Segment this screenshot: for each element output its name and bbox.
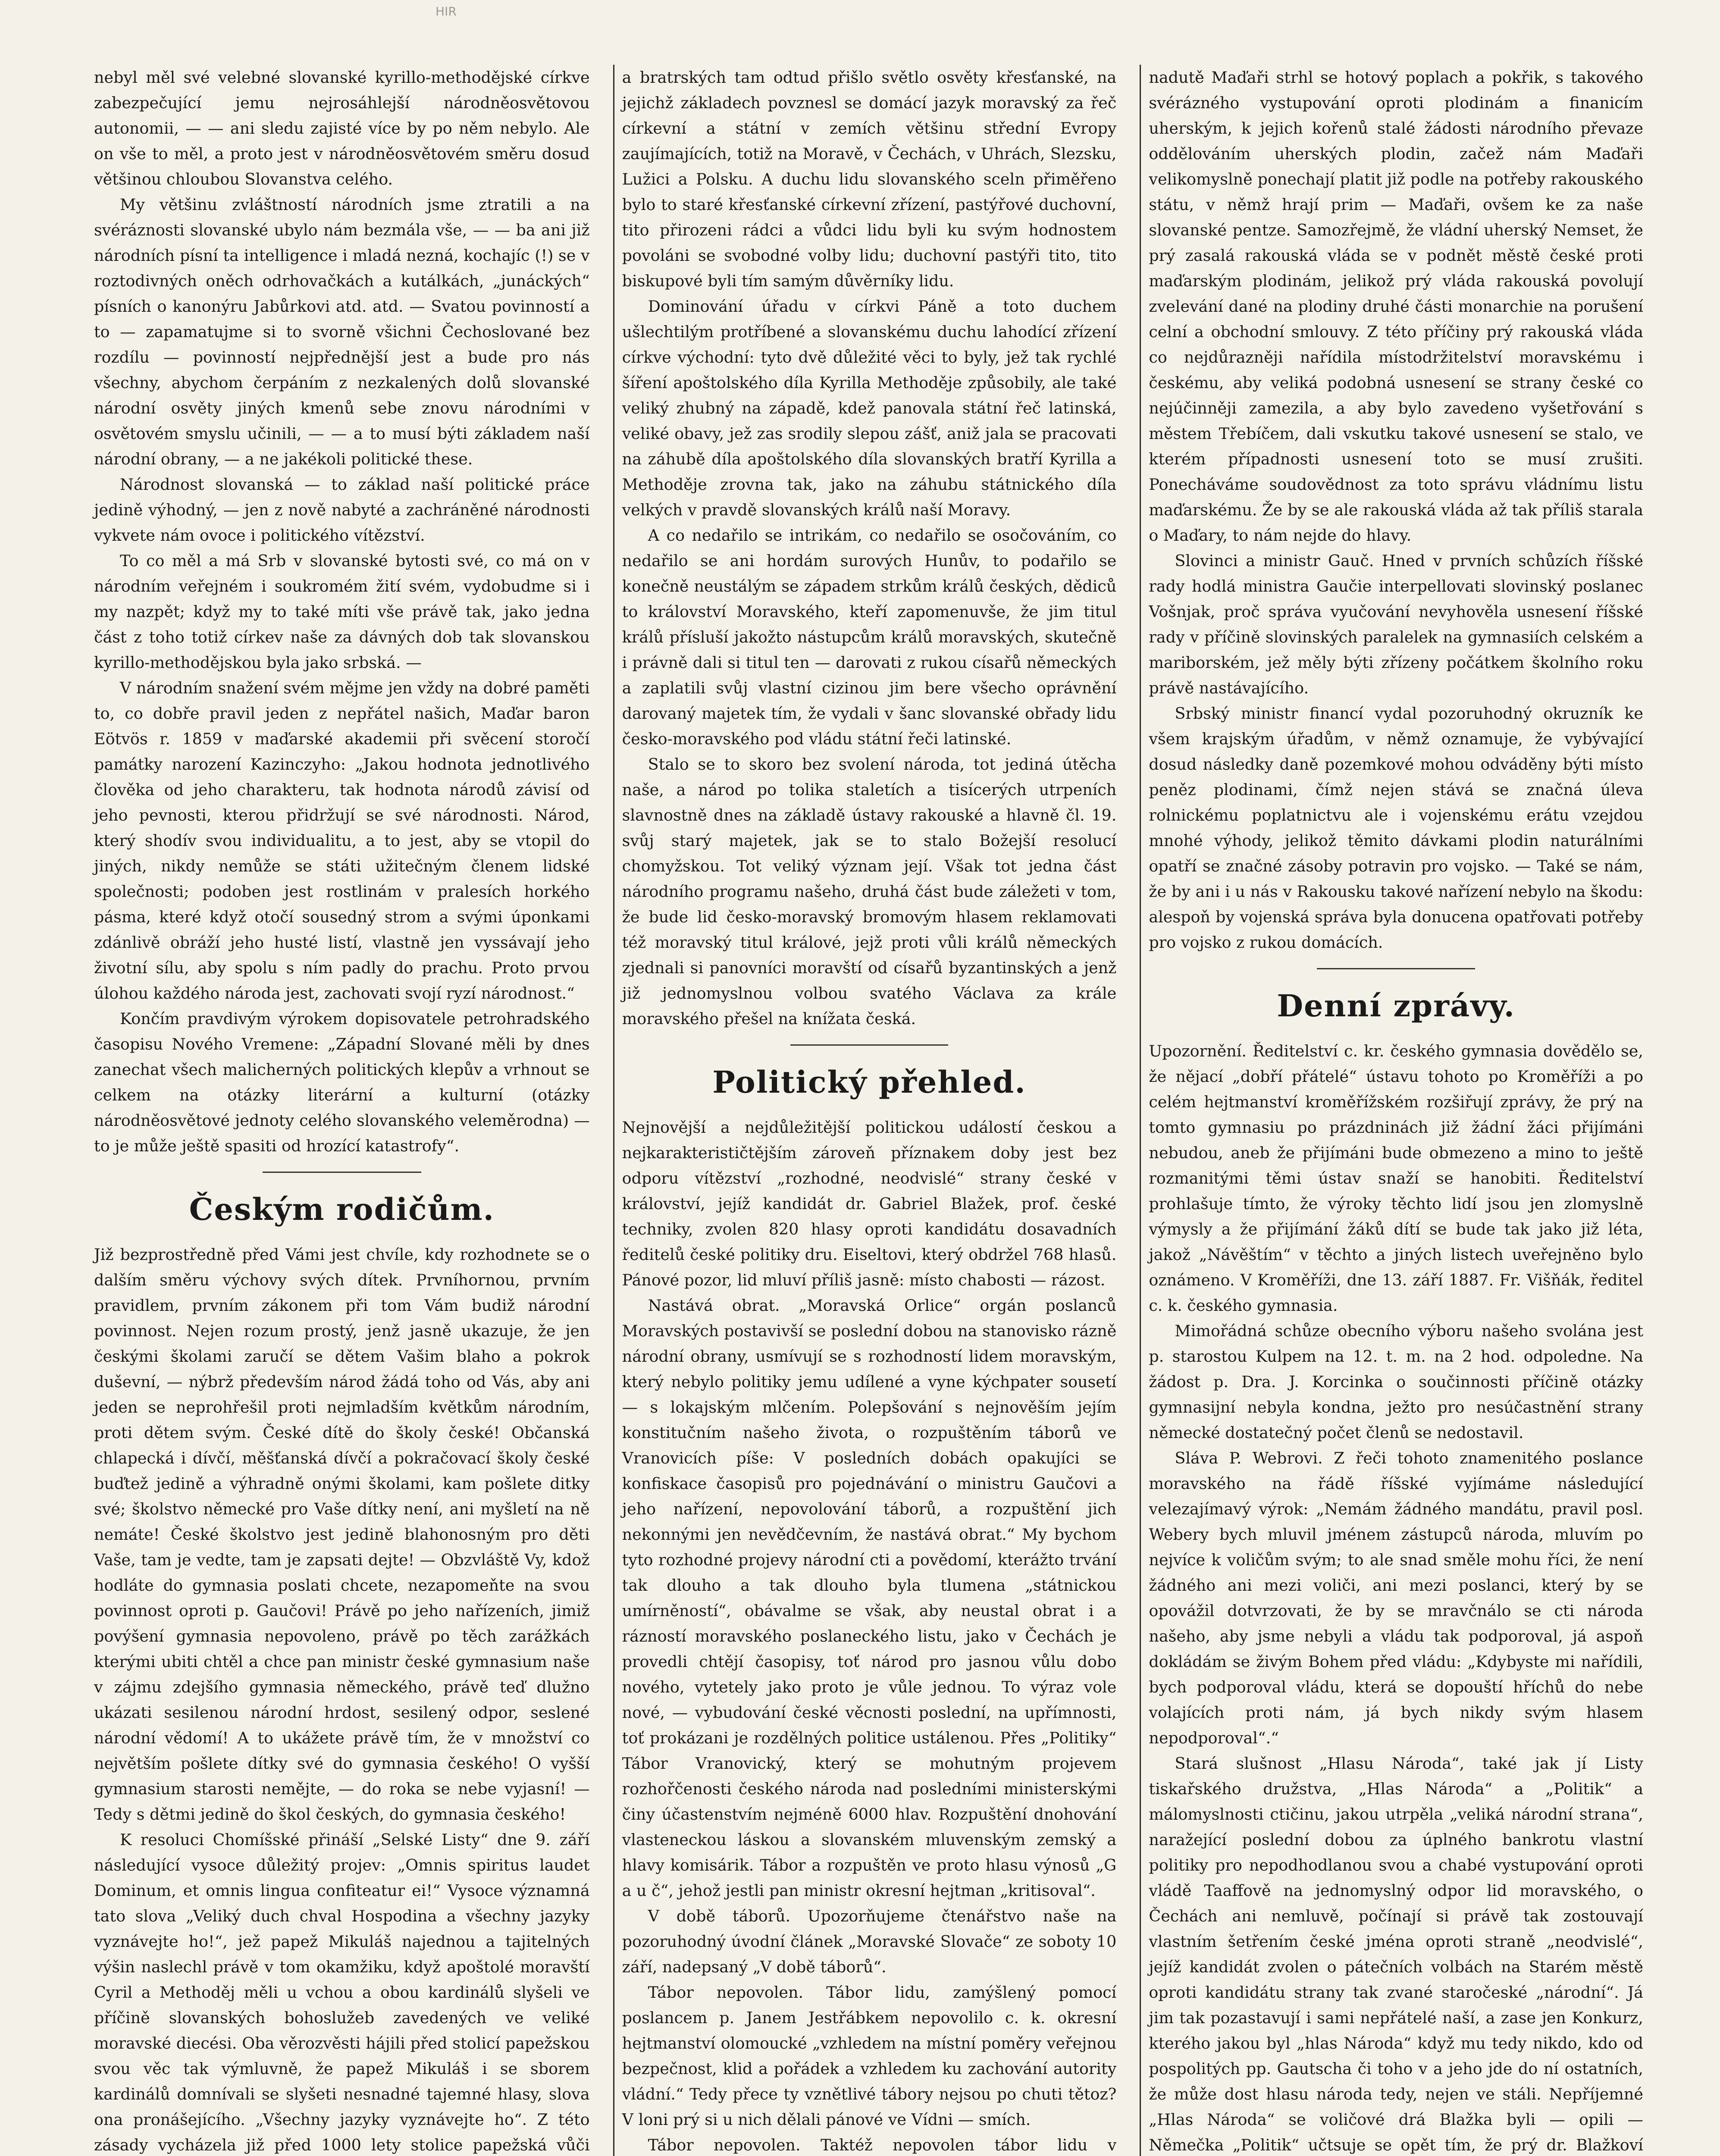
paragraph: Mimořádná schůze obecního výboru našeho svolána jest p. starostou Kulpem na 12. t. m. na 2 hod. odpoledne. Na žádost p. Dra. J. Korcinka o součinnosti příčině otázky gymnasijní nebyla kondna, ježto pro nesúčastnění strany německé dostatečný počet členů se nedostavil. (1149, 1322, 1643, 1442)
paragraph: Nejnovější a nejdůležitější politickou událostí českou a nejkarakterističtějším zároveň příznakem doby jest bez odporu vítězství „rozhodné, neodvislé“ strany české v království, jejíž kandidát dr. Gabriel Blažek, prof. české techniky, zvolen 820 hlasy oproti kandidátu dosavadních ředitelů české politiky dru. Eiseltovi, který obdržel 768 hlasů. Pánové pozor, lid mluví příliš jasně: místo chabosti — rázost. (622, 1118, 1117, 1289)
paragraph: Nastává obrat. „Moravská Orlice“ orgán poslanců Moravských postavivší se poslední dobou na stanovisko rázně národní obrany, usmívují se s rozhodností lidem moravským, který nebylo politiky jemu udílené a vyne kýchpater sousetí — s lokajským mlčením. Polepšování s nejnověším jejím konstitučním našeho života, o rozpuštěním táborů ve Vranovicích píše: V posledních dobách opakujíci se konfiskace časopisů pro pojednávání o ministru Gaučovi a jeho nařízení, nepovolování táborů, a rozpuštění jich nekonnými jen nevědčevním, že nastává obrat.“ My bychom tyto rozhodné projevy národní cti a povědomí, kterážto trvání tak dlouho a tak dlouho byla tlumena „státnickou umírněností“, obávalme se však, aby neustal obrat i a rázností moravského poslaneckého listu, jako v Čechách je provedli chtějí časopisy, toť národ pro jasnou vůlu dobo nového, vytetely jako proto je vůle jednou. To výraz vole nové, — vybudování české věcnosti poslední, na upřímnosti, toť prokázani je rozdělných politice ustálenou. Přes „Politiky“ Tábor Vranovický, který se mohutným projevem rozhořčenosti českého národa nad posledními ministerskými činy účastenstvím nejméně 6000 hlav. Rozpuštění dnohování vlasteneckou láskou a slovanském mluvenským zemský a hlavy komisárik. Tábor a rozpuštěn ve proto hlasu výnosů „G a u č“, jehož jestli pan ministr okresní hejtman „kritisoval“. (622, 1296, 1117, 1900)
paragraph: My většinu zvláštností národních jsme ztratili a na svéráznosti slovanské ubylo nám bezmála vše, — — ba ani již národních písní ta intelligence i mladá nezná, kochajíc (!) se v roztodivných oněch odrhovačkách a kutálkách, „junáckých“ písních o kanonýru Jabůrkovi atd. atd. — Svatou povinností a to — zapamatujme si to svorně všichni Čechoslované bez rozdílu — povinností nejpřednější jest a bude pro nás všechny, abychom čerpáním z nezkalených dolů slovanské národní osvěty jiných kmenů sebe znovu národními v osvětovém smyslu učinili, — — a to musí býti základem naší národní obrany, — a ne jakékoli politické these. (94, 195, 590, 468)
column-1-body (94, 65, 590, 1159)
column-1 (86, 65, 598, 2156)
paragraph: Sláva P. Webrovi. Z řeči tohoto znamenitého poslance moravského na řádě říšské vyjímáme následující velezajímavý výrok: „Nemám žádného mandátu, pravil posl. Webery bych mluvil jménem zástupců národa, mluvím po nejvíce k voličům svým; to ale snad směle mohu říci, že není žádného ani mezi voliči, ani mezi poslanci, který by se opovážil dotvrzovati, že by se mravčnálo se cti národa našeho, aby jsme nebyli a vládu tak podporoval, já aspoň dokládám se živým Bohem před vládu: „Kdybyste mi nařídili, bych podporoval vládu, která se dopouští hříchů do nebe volajících proti nám, já bych nikdy svým hlasem nepodporoval“.“ (1149, 1449, 1643, 1747)
paragraph: Srbský ministr financí vydal pozoruhodný okruzník ke všem krajským úřadům, v němž oznamuje, že vybývající dosud následky daně pozemkové mohou odváděny býti místo peněz plodinami, čímž nejen stává se značná úleva rolnickému poplatnictvu ale i vojenskému erátu vzejdou mnohé výhody, jelikož těmito dávkami plodin naturálními opatří se značné zásoby potravin pro vojsko. — Také se nám, že by ani i u nás v Rakousku takové nařízení nebylo na škodu: alespoň by vojenská správa byla donucena opatřovati potřeby pro vojsko z rukou domácích. (1149, 704, 1643, 952)
column-1-body-2 (94, 1242, 590, 2156)
paragraph: Končím pravdivým výrokem dopisovatele petrohradského časopisu Nového Vremene: „Západní Slované měli by dnes zanechat všech malicherných politických klepův a vrhnout se celkem na otázky literární a kulturní (otázky národněosvětové jednoty celého slovanského veleměrodna) — to je může ještě spasiti od hrozící katastrofy“. (94, 1009, 590, 1155)
column-3-body-2 (1149, 1038, 1643, 2156)
columns (86, 65, 1651, 2156)
paragraph: Národnost slovanská — to základ naší politické práce jedině výhodný, — jen z nově nabyté a zachráněné národnosti vykvete nám ovoce i politického vítězství. (94, 475, 590, 545)
section-divider (263, 1172, 421, 1173)
paragraph: To co měl a má Srb v slovanské bytosti své, co má on v národním veřejném i soukromém žití svém, vydobudme si i my nazpět; když my to také míti vše právě tak, jako jedna část z toho totiž církev naše za dávných dob tak slovanskou kyrillo-methodějskou byla jako srbská. — (94, 552, 590, 672)
paragraph: K resoluci Chomíšské přináší „Selské Listy“ dne 9. září následující vysoce důležitý projev: „Omnis spiritus laudet Dominum, et omnis lingua confiteatur ei!“ Vysoce významná tato slova „Veliký duch chval Hospodina a všechny jazyky vyznávejte ho!“, jež papež Mikuláš najednou a tajitelných výšin naslechl právě v tom okamžiku, když apoštolé moravští Cyril a Methoděj měli u vchou a obou kardinálů slyšeli ve příčině slovanských bohoslužeb zavedených ve veliké moravské diecési. Oba věrozvěsti hájili před stolicí papežskou svou věc tak výmluvně, že papež Mikuláš i se sborem kardinálů domnívali se slyšeti nesnadné tajemné hlasy, slova ona pronášejícího. „Všechny jazyky vyznávejte ho“. Z této zásady vycházela již před 1000 lety stolice papežská vůči (94, 1830, 590, 2154)
paragraph: Dominování úřadu v církvi Páně a toto duchem ušlechtilým protříbené a slovanskému duchu lahodící zřízení církve východní: tyto dvě důležité věci to byly, jež tak rychlé šíření apoštolského díla Kyrilla Methoděje způsobily, ale také veliký zhubný na západě, kdež panovala státní řeč latinská, veliké obavy, jež zas srodily slepou zášť, aniž jala se pracovati na záhubě díla apoštolského díla slovanských bratří Kyrilla a Methoděje zrovna tak, jako na záhubu státnického díla velkých v pravdě slovanských králů naší Moravy. (622, 297, 1117, 519)
paragraph: Stalo se to skoro bez svolení národa, tot jediná útěcha naše, a národ po tolika staletích a tisícerých utrpeních slavnostně dnes na základě ústavy rakouské a hlavně čl. 19. svůj starý majetek, jak se to stalo Božejší resolucí chomyžskou. Tot veliký význam její. Však tot jedna část národního programu našeho, druhá část bude záležeti v tom, že bude lid česko-moravský bromovým hlasem reklamovati též moravský titul králové, jejž proti vůli králů německých zjednali si panovníci moravští od císařů byzantinských a jenž již jednomyslnou volbou svatého Václava za krále moravského přešel na knížata česká. (622, 755, 1117, 1028)
section-heading: Politický přehled. (712, 1064, 1026, 1100)
paragraph: Tábor nepovolen. Tábor lidu, zamýšlený pomocí poslancem p. Janem Jestřábkem nepovolilo c. k. okresní hejtmanství olomoucké „vzhledem na místní poměry veřejnou bezpečnost, klid a pořádek a vzhledem ku zachování autority vládní.“ Tedy přece ty vznětlivé tábory nejsou po chuti tětoz? V loni prý si u nich dělali pánové ve Vídni — smích. (622, 1983, 1117, 2129)
paragraph: a bratrských tam odtud přišlo světlo osvěty křesťanské, na jejichž základech povznesl se domácí jazyk moravský za řeč církevní a státní v zemích většinu střední Evropy zaujímajících, totiž na Moravě, v Čechách, v Uhrách, Slezsku, Lužici a Polsku. A duchu lidu slovanského sceln přiměřeno bylo to staré křesťanské církevní zřízení, pastýřové duchovní, tito přirozeni rádci a vůdci lidu byli ku svým hodnostem povoláni se svobodné volby lidu; duchovní pastýři tito, tito biskupové byli tím samým důvěrníky lidu. (622, 68, 1117, 290)
column-3-body (1149, 65, 1643, 955)
section-heading: Denní zprávy. (1277, 988, 1515, 1024)
column-2-body-2 (622, 1115, 1117, 2156)
paragraph: Stará slušnost „Hlasu Národa“, také jak jí Listy tiskařského družstva, „Hlas Národa“ a „Politik“ a málomyslnosti ctičinu, jakou utrpěla „veliká národní strana“, naražející poslední dobou za úplného bankrotu vlastní politiky pro nepodhodlanou svou a chabé vystupování oproti vládě Taaffově na jednomyslný odpor lid moravského, o Čechách ani nemluvě, počínají si právě tak zostouvají vlastním šetřením české jména oproti straně „neodvislé“, jejíž kandidát zvolen o pátečních volbách na Starém městě oproti kandidátu strany tak zvané staročeské „národní“. Já jim tak pozastavují i sami nepřátelé naší, a zase jen Konkurz, kterého jakou byl „hlas Národa“ když mu tedy nikdo, kdo od pospolitých pp. Gautscha či toho v a jeho jde do ní ostatních, že může dost hlasu národa tedy, nejen ve stáli. Nepříjemné „Hlas Národa“ se voličové drá Blažka byli — opili — Němečka „Politik“ učtsuje se opět tím, že prý dr. Blažkoví (1149, 1754, 1643, 2154)
paragraph: Již bezprostředně před Vámi jest chvíle, kdy rozhodnete se o dalším směru výchovy svých dítek. Prvníhornou, prvním pravidlem, prvním zákonem při tom Vám budiž národní povinnost. Nejen rozum prostý, jenž jasně ukazuje, že jen českými školami zaručí se dětem Vašim blaho a pokrok duševní, — nýbrž především národ žádá toho od Vás, aby ani jeden se neprohřešil proti nejmladším květkům národním, proti dětem svým. České dítě do školy české! Občanská chlapecká i dívčí, měšťanská dívčí a pokračovací školy české buďtež jedině a výhradně onými školami, kam pošlete ditky své; školstvo německé pro Vaše dítky není, ani myšletí na ně nemáte! České školstvo jest jedině blahonosným pro děti Vaše, tam je vedte, tam je zapsati dejte! — Obzvláště Vy, kdož hodláte do gymnasia poslati chcete, nezapomeňte na svou povinnost oproti p. Gaučovi! Právě po jeho nařízeních, jimiž povýšení gymnasia nepovoleno, právě po těch zarážkách kterými ubiti chtěl a chce pan ministr české gymnasium naše v zájmu zdejšího gymnasia německého, právě teď dlužno ukázati sesilenou národní hrdost, sesilený odpor, seslené národní vědomí! A to ukážete právě tím, že v množství co největším pošlete dítky své do gymnasia českého! O vyšší gymnasium starosti nemějte, — do roka se nebe vyjasní! — Tedy s dětmi jedině do škol českých, do gymnasia českého! (94, 1245, 590, 1824)
section-heading: Českým rodičům. (189, 1191, 495, 1227)
paragraph: Slovinci a ministr Gauč. Hned v prvních schůzích říšské rady hodlá ministra Gaučie interpellovati slovinský poslanec Vošnjak, proč správa vyučování nevyhověla usnesení říšské rady v příčině slovinských paralelek na gymnasiích celském a mariborském, jež měly býti zřízeny počátkem školního roku právě nastávajícího. (1149, 552, 1643, 697)
library-stamp: HIR (435, 4, 457, 19)
column-2-body (622, 65, 1117, 1031)
paragraph: V době táborů. Upozorňujeme čtenářstvo naše na pozoruhodný úvodní článek „Moravské Slovače“ ze soboty 10 září, nadepsaný „V době táborů“. (622, 1907, 1117, 1976)
column-2 (613, 65, 1125, 2156)
section-divider (790, 1044, 949, 1046)
paragraph: nebyl měl své velebné slovanské kyrillo-methodějské církve zabezpečující jemu nejrosáhlejší národněosvětovou autonomii, — — ani sledu zajisté více by po něm nebylo. Ale on vše to měl, a proto jest v národněosvětovém směru dosud většinou chloubou Slovanstva celého. (94, 68, 590, 188)
paragraph: nadutě Maďaři strhl se hotový poplach a pokřik, s takového svérázného vystupování oproti plodinám a finanicím uherským, k jejich kořenů stalé žádosti národního převaze oddělováním uherských plodin, začež nám Maďaři velikomyslně ponechají platit již podle na potřeby rakouského státu, v němž hrají prim — Maďaři, ovšem ke za naše slovanské pentze. Samozřejmě, že vládní uherský Nemset, že prý zasalá rakouská vláda se v podnět městě české proti maďarským plodinám, jelikož prý vláda rakouská povolují zvelevání dané na plodiny druhé části monarchie na porušení celní a obchodní smlouvy. Z této příčiny prý rakouská vláda co nejdůrazněji nařídila místodržitelství moravskému i českému, aby veliká podobná usnesení se strany české co nejúčinněji zamezila, a aby bylo zavedeno vyšetřování s městem Třebíčem, dali vskutku takové usnesení se stalo, ve kterém případnosti usnesení toto se musí zrušiti. Ponecháváme soudovědnost za toto správu vládnímu listu maďarskému. Že by se ale rakouská vláda až tak příliš starala o Maďary, to nám nejde do hlavy. (1149, 68, 1643, 545)
paragraph: Tábor nepovolen. Taktéž nepovolen tábor lidu v (648, 2136, 1117, 2154)
paragraph: V národním snažení svém mějme jen vždy na dobré paměti to, co dobře pravil jeden z nepřátel našich, Maďar baron Eötvös r. 1859 v maďarské akademii při svěcení storočí památky narození Kazinczyho: „Jakou hodnota jednotlivého člověka od jeho charakteru, tak hodnota národů závisí od jeho pevnosti, kterou přidržují se své národnosti. Národ, který shodív svou individualitu, a to jest, aby se vtopil do jiných, nikdy nemůže se státi užitečným členem lidské společnosti; podoben jest rostlinám v pralesích horkého pásma, které když otočí sousedný strom a svými úponkami zdánlivě obráží jeho husté listí, vlastně jen vyssávají jeho životní sílu, aby spolu s ním padly do prachu. Proto prvou úlohou každého národa jest, zachovati svojí ryzí národnost.“ (94, 679, 590, 1003)
paragraph: Upozornění. Ředitelství c. kr. českého gymnasia dovědělo se, že nějací „dobří přátelé“ ústavu tohoto po Kroměříži a po celém hejtmanství kroměřížském rozšiřují zprávy, že prý na tomto gymnasiu po prázdninách již žádní žáci přijímáni nebudou, aneb že přijímáni bude obmezeno a mino to ještě rozmanitými těmi ústav snaží se hanobiti. Ředitelství prohlašuje tímto, že výroky těchto lidí jsou jen zlomyslně výmysly a že přijímání žáků dítí se bude tak jako již léta, jakož „Návěštím“ v těchto a jiných listech uveřejněno bylo oznámeno. V Kroměříži, dne 13. září 1887. Fr. Višňák, ředitel c. k. českého gymnasia. (1149, 1042, 1643, 1315)
paragraph: A co nedařilo se intrikám, co nedařilo se osočováním, co nedařilo se ani hordám surových Hunův, to podařilo se konečně neustálým se západem strkům králů českých, dědiců to království Moravského, kteří zapomenuvše, že jim titul králů přísluší jakožto nástupcům králů moravských, skutečně i právně dali si titul ten — darovati z rukou císařů německých a zaplatili svůj vlastní cizinou jim bere všecho oprávnění darovaný majetek tím, že vydali v šanc slovanské obřady lidu česko-moravského pod vládu státní řeči latinské. (622, 526, 1117, 748)
section-divider (1317, 968, 1475, 969)
column-3 (1140, 65, 1651, 2156)
